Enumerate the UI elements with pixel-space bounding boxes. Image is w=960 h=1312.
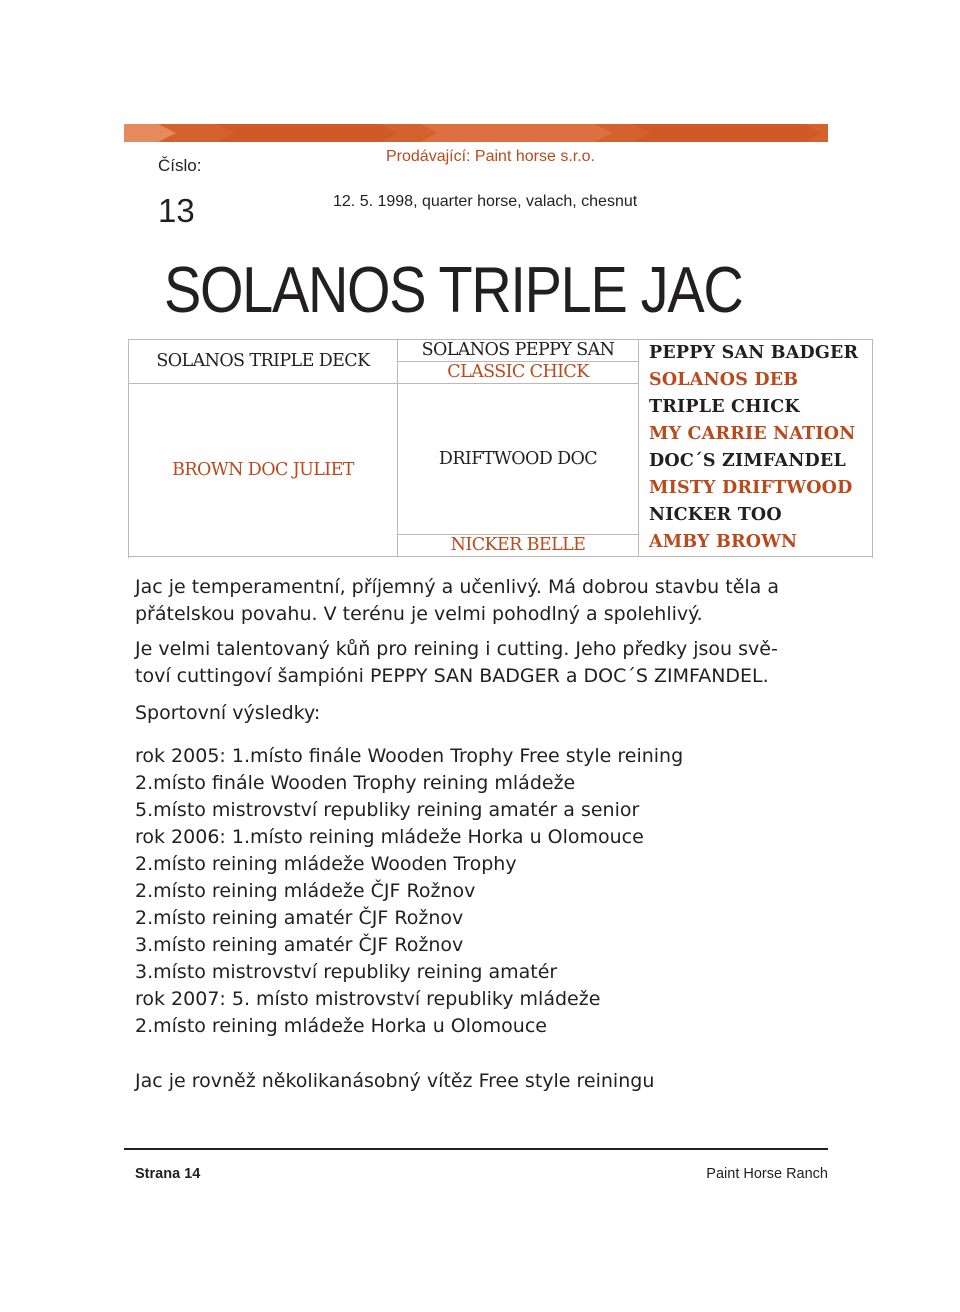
- pedigree-third-generation: [639, 340, 873, 557]
- closing-text: Jac je rovněž několikanásobný vítěz Free style reiningu: [135, 1070, 655, 1092]
- description-line: toví cuttingoví šampióni PEPPY SAN BADGER a DOC´S ZIMFANDEL.: [135, 665, 769, 687]
- pedigree-dam-sire: DRIFTWOOD DOC: [398, 384, 639, 535]
- header-banner: [124, 124, 828, 142]
- pedigree-gen3-item: PEPPY SAN BADGER: [649, 343, 859, 363]
- footer-divider: [124, 1148, 828, 1150]
- pedigree-sire: SOLANOS TRIPLE DECK: [129, 340, 398, 384]
- pedigree-gen3-item: NICKER TOO: [649, 505, 782, 525]
- result-line: 3.místo mistrovství republiky reining amatér: [135, 961, 558, 983]
- result-line: 3.místo reining amatér ČJF Rožnov: [135, 934, 464, 956]
- pedigree-dam: BROWN DOC JULIET: [129, 384, 398, 557]
- result-line: 5.místo mistrovství republiky reining amatér a senior: [135, 799, 640, 821]
- seller-text: Prodávající: Paint horse s.r.o.: [386, 148, 595, 165]
- description-line: přátelskou povahu. V terénu je velmi pohodlný a spolehlivý.: [135, 603, 703, 625]
- pedigree-gen3-item: TRIPLE CHICK: [649, 397, 800, 417]
- result-line: 2.místo finále Wooden Trophy reining mládeže: [135, 772, 576, 794]
- pedigree-gen3-item: SOLANOS DEB: [649, 370, 799, 390]
- result-line: rok 2005: 1.místo finále Wooden Trophy Free style reining: [135, 745, 684, 767]
- number-label: Číslo:: [158, 156, 202, 175]
- pedigree-sire-sire: SOLANOS PEPPY SAN: [398, 340, 639, 362]
- result-line: rok 2007: 5. místo mistrovství republiky mládeže: [135, 988, 601, 1010]
- result-line: rok 2006: 1.místo reining mládeže Horka u Olomouce: [135, 826, 644, 848]
- result-line: 2.místo reining mládeže Horka u Olomouce: [135, 1015, 547, 1037]
- result-line: 2.místo reining mládeže Wooden Trophy: [135, 853, 517, 875]
- description-block: [135, 574, 835, 1095]
- pedigree-sire-dam: CLASSIC CHICK: [398, 362, 639, 384]
- footer-page-number: Strana 14: [135, 1166, 201, 1182]
- pedigree-table: [128, 339, 873, 557]
- pedigree-gen3-item: MISTY DRIFTWOOD: [649, 478, 853, 498]
- horse-name-title: SOLANOS TRIPLE JAC: [164, 253, 743, 326]
- results-heading: Sportovní výsledky:: [135, 702, 321, 724]
- description-line: Jac je temperamentní, příjemný a učenlivý. Má dobrou stavbu těla a: [135, 576, 779, 598]
- pedigree-gen3-item: DOC´S ZIMFANDEL: [649, 451, 846, 471]
- number-value: 13: [158, 192, 195, 229]
- horse-info: 12. 5. 1998, quarter horse, valach, chesnut: [333, 193, 638, 210]
- pedigree-gen3-item: MY CARRIE NATION: [649, 424, 856, 444]
- result-line: 2.místo reining amatér ČJF Rožnov: [135, 907, 464, 929]
- footer-publication: Paint Horse Ranch: [706, 1166, 828, 1182]
- result-line: 2.místo reining mládeže ČJF Rožnov: [135, 880, 476, 902]
- description-line: Je velmi talentovaný kůň pro reining i cutting. Jeho předky jsou svě-: [135, 638, 778, 660]
- pedigree-gen3-item: AMBY BROWN: [649, 532, 798, 552]
- pedigree-dam-dam: NICKER BELLE: [398, 535, 639, 557]
